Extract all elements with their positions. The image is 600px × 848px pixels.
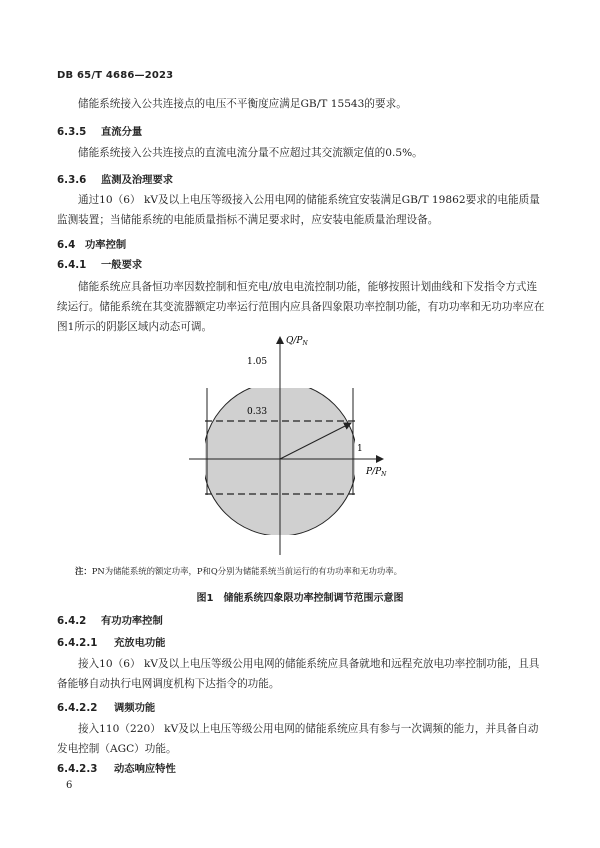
heading-number: 6.4.2.3 bbox=[57, 763, 98, 775]
paragraph-charge-discharge: 接入10（6） kV及以上电压等级公用电网的储能系统应具备就地和远程充放电功率控制功能，且具备能够自动执行电网调度机构下达指令的功能。 bbox=[57, 658, 540, 690]
heading-6-3-6 bbox=[57, 171, 173, 186]
heading-6-4-2-3 bbox=[57, 760, 176, 775]
heading-number: 6.4.1 bbox=[57, 259, 87, 271]
y-axis-label: $Q/P_N$ bbox=[286, 336, 308, 347]
heading-6-4-2-1 bbox=[57, 634, 165, 649]
heading-6-4 bbox=[57, 236, 126, 251]
heading-title: 监测及治理要求 bbox=[101, 174, 174, 186]
heading-6-4-2 bbox=[57, 612, 163, 627]
heading-title: 直流分量 bbox=[101, 126, 143, 138]
figure-caption: 图1 储能系统四象限功率控制调节范围示意图 bbox=[196, 593, 404, 604]
paragraph-monitoring: 通过10（6） kV及以上电压等级接入公用电网的储能系统宜安装满足GB/T 19862要求的电能质量监测装置；当储能系统的电能质量指标不满足要求时，应安装电能质量治理设备。 bbox=[57, 194, 540, 226]
figure-note bbox=[75, 565, 402, 577]
note-prefix: 注： bbox=[75, 566, 92, 576]
heading-title: 调频功能 bbox=[114, 702, 156, 714]
heading-6-4-2-2 bbox=[57, 699, 155, 714]
page-number: 6 bbox=[66, 780, 73, 791]
label-0-33: 0.33 bbox=[247, 407, 268, 417]
heading-number: 6.3.5 bbox=[57, 126, 87, 138]
heading-number: 6.4.2.2 bbox=[57, 702, 98, 714]
heading-number: 6.4.2 bbox=[57, 615, 87, 627]
heading-title: 动态响应特性 bbox=[114, 763, 176, 775]
heading-title: 充放电功能 bbox=[114, 637, 166, 649]
heading-6-4-1 bbox=[57, 256, 142, 271]
doc-number: DB 65/T 4686—2023 bbox=[57, 70, 174, 81]
paragraph-frequency-regulation: 接入110（220） kV及以上电压等级公用电网的储能系统应具有参与一次调频的能力，并具备自动发电控制（AGC）功能。 bbox=[57, 723, 539, 755]
heading-number: 6.3.6 bbox=[57, 174, 87, 186]
paragraph-general-requirements: 储能系统应具备恒功率因数控制和恒充电/放电电流控制功能，能够按照计划曲线和下发指令方式连续运行。储能系统在其变流器额定功率运行范围内应具备四象限功率控制功能，有功功率和无功功率应在图1所示的阴影区域内动态可调。 bbox=[57, 281, 545, 333]
label-1: 1 bbox=[357, 444, 363, 454]
x-axis-label: $P/P_N$ bbox=[366, 467, 387, 478]
heading-title: 有功功率控制 bbox=[101, 615, 163, 627]
paragraph-dc-component: 储能系统接入公共连接点的直流电流分量不应超过其交流额定值的0.5%。 bbox=[78, 147, 423, 159]
label-1-05: 1.05 bbox=[247, 357, 268, 367]
heading-title: 一般要求 bbox=[101, 259, 143, 271]
four-quadrant-figure bbox=[180, 333, 420, 558]
heading-number: 6.4 bbox=[57, 239, 76, 251]
heading-6-3-5 bbox=[57, 123, 142, 138]
note-text: PN为储能系统的额定功率，P和Q分别为储能系统当前运行的有功功率和无功功率。 bbox=[91, 566, 402, 576]
heading-number: 6.4.2.1 bbox=[57, 637, 98, 649]
paragraph-voltage-unbalance: 储能系统接入公共连接点的电压不平衡度应满足GB/T 15543的要求。 bbox=[78, 98, 407, 110]
heading-title: 功率控制 bbox=[85, 239, 127, 251]
